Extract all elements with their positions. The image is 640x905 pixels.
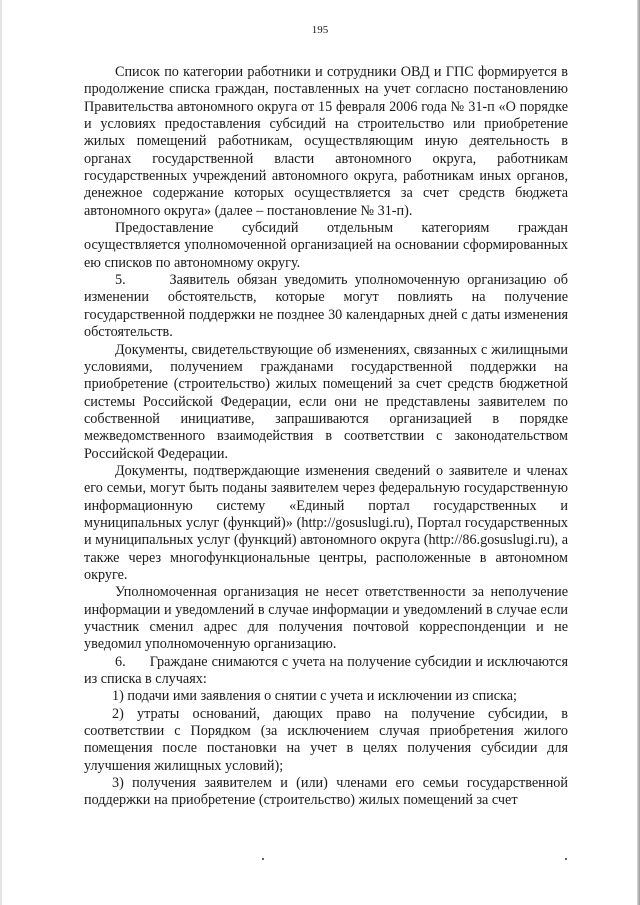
scan-speck (565, 858, 567, 860)
paragraph-item-6: 6. Граждане снимаются с учета на получение субсидии и исключаются из списка в случаях: (84, 653, 572, 688)
list-item-1: 1) подачи ими заявления о снятии с учета и исключении из списка; (112, 688, 517, 705)
paragraph-no-responsibility: Уполномоченная организация не несет ответственности за неполучение информации и уведомлений в случае информации и уведомлений в случае если участник сменил адрес для получения почтовой корреспонденции и не уведомил уполномоченную организацию. (84, 584, 568, 653)
paragraph-item-5: 5. Заявитель обязан уведомить уполномоченную организацию об изменении обстоятельств, которые могут повлиять на получение государственной поддержки не позднее 30 календарных дней с даты изменения обстоятельств. (84, 272, 572, 341)
list-item-3: 3) получения заявителем и (или) членами его семьи государственной поддержки на приобретение (строительство) жилых помещений за счет (84, 775, 568, 809)
document-body (84, 64, 572, 810)
list-item-2: 2) утраты оснований, дающих право на получение субсидии, в соответствии с Порядком (за исключением случая приобретения жилого помещения после постановки на учет в целях получения субсидии для улучшения жилищных условий); (84, 705, 568, 774)
page-number: 195 (311, 24, 329, 36)
paragraph-documents-submission: Документы, подтверждающие изменения сведений о заявителе и членах его семьи, могут быть поданы заявителем через федеральную государственную информационную систему «Единый портал государственных и муниципальных услуг (функций)» (http://gosuslugi.ru), Портал государственных и муниципальных услуг (функций) автономного округа (http://86.gosuslugi.ru), а также через многофункциональные центры, расположенные в автономном округе. (84, 462, 568, 583)
scan-left-edge (0, 0, 2, 905)
paragraph-list-formation: Список по категории работники и сотрудники ОВД и ГПС формируется в продолжение списка граждан, поставленных на учет согласно постановлению Правительства автономного округа от 15 февраля 2006 года № 31-п «О порядке и условиях предоставления субсидий на строительство или приобретение жилых помещений работникам, осуществляющим иную деятельность в органах государственной власти автономного округа, работникам государственных учреждений автономного округа, работникам иных органов, денежное содержание которых осуществляется за счет средств бюджета автономного округа» (далее – постановление № 31-п). (84, 64, 568, 219)
paragraph-documents-requested: Документы, свидетельствующие об изменениях, связанных с жилищными условиями, получением гражданами государственной поддержки на приобретение (строительство) жилых помещений за счет средств бюджетной системы Российской Федерации, если они не представлены заявителем по собственной инициативе, запрашиваются организацией в порядке межведомственного взаимодействия в соответствии с законодательством Российской Федерации. (84, 341, 568, 462)
scan-speck (262, 858, 264, 860)
paragraph-subsidy-provision: Предоставление субсидий отдельным категориям граждан осуществляется уполномоченной организацией на основании сформированных ею списков по автономному округу. (84, 220, 568, 271)
